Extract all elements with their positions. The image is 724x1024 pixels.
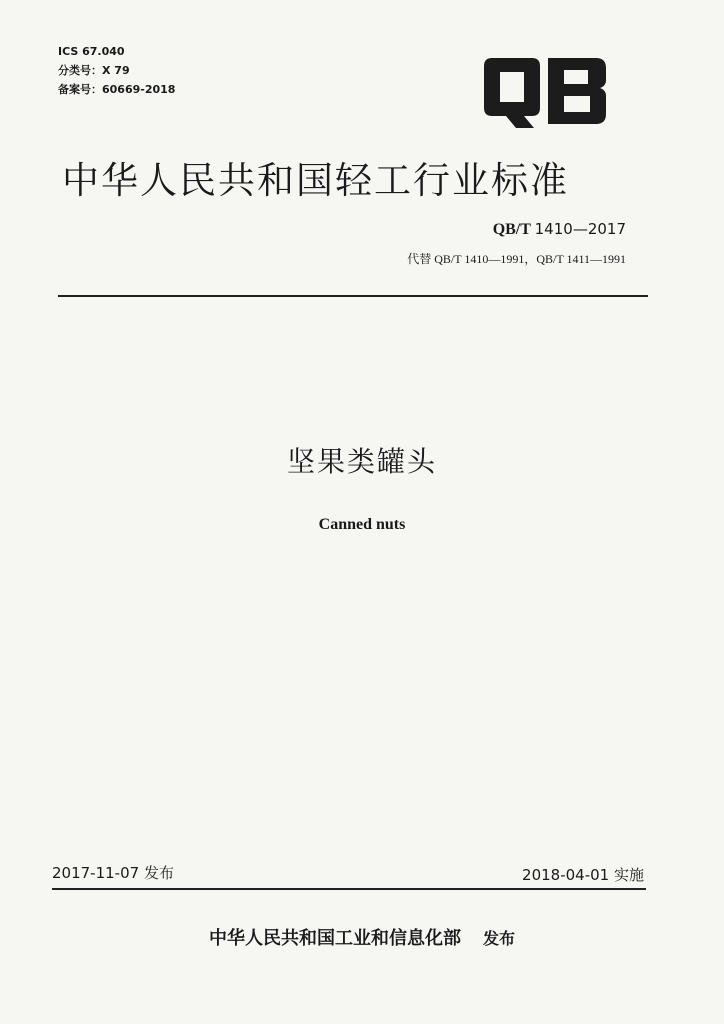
document-title-chinese: 坚果类罐头 <box>286 445 437 478</box>
standard-code <box>493 220 626 239</box>
header-divider <box>58 295 648 297</box>
ics-number: ICS 67.040 <box>58 45 125 58</box>
publisher-verb: 发布 <box>482 929 515 948</box>
document-title-english: Canned nuts <box>318 516 406 533</box>
implementation-date: 2018-04-01 实施 <box>522 866 644 884</box>
publisher-name: 中华人民共和国工业和信息化部 <box>208 928 461 949</box>
standard-code-prefix: QB/T <box>492 221 531 238</box>
standard-title: 中华人民共和国轻工行业标准 <box>62 159 569 202</box>
qb-logo <box>476 52 612 130</box>
category-number: 分类号：X 79 <box>58 64 130 77</box>
standard-code-number: 1410—2017 <box>534 220 626 238</box>
replaces-note: 代替 QB/T 1410—1991，QB/T 1411—1991 <box>407 252 626 266</box>
record-number: 备案号：60669-2018 <box>58 83 176 96</box>
classification-block <box>58 42 175 99</box>
publisher-line <box>0 924 724 950</box>
footer-divider <box>52 888 646 890</box>
issue-date: 2017-11-07 发布 <box>52 864 174 882</box>
